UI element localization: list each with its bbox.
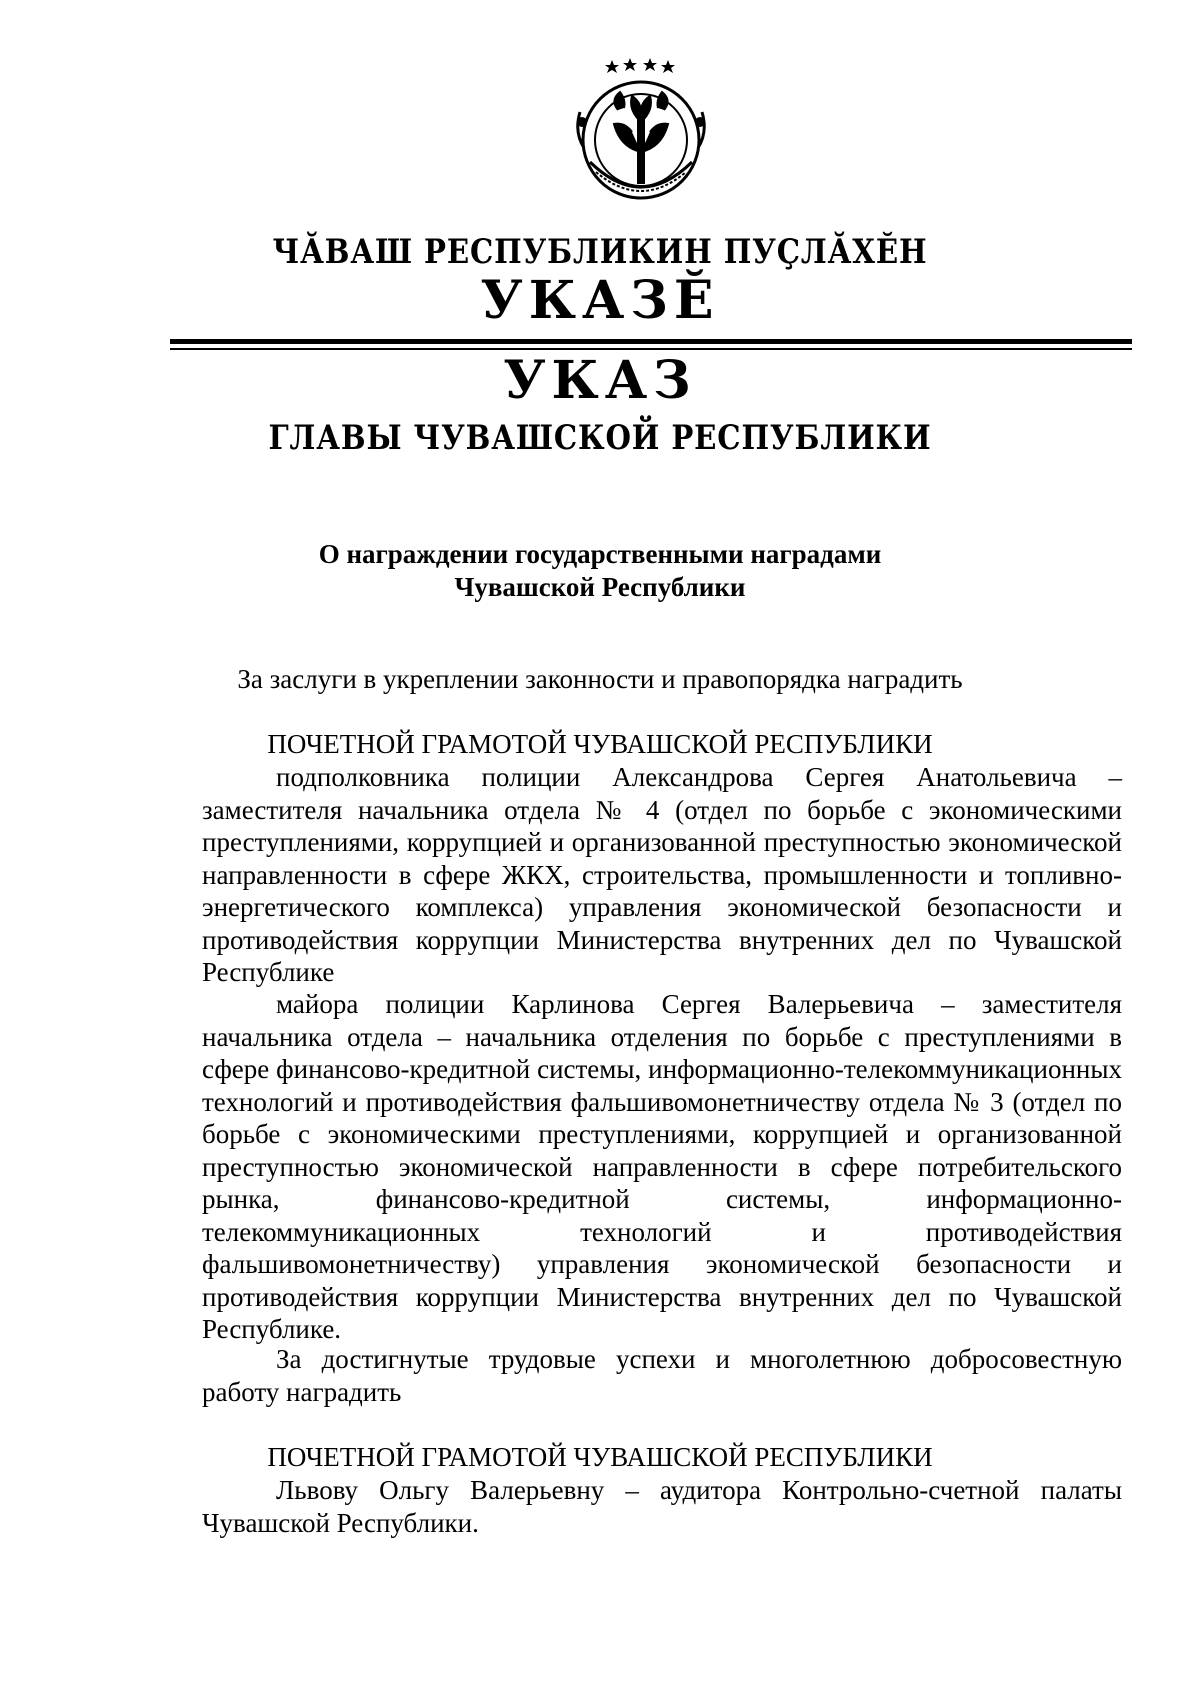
award-recipient-2: майора полиции Карлинова Сергея Валерьевича – заместителя начальника отдела – начальника отделения по борьбе с преступлениями в сфере финансово-кредитной системы, информационно-телекоммуникационных технологий и противодействия фальшивомонетничеству отдела № 3 (отдел по борьбе с экономическими преступлениями, коррупцией и организованной преступностью экономической направленности в сфере потребительского рынка, финансово-кредитной системы, информационно-телекоммуникационных технологий и противодействия фальшивомонетничеству) управления экономической безопасности и противодействия коррупции Министерства внутренних дел по Чувашской Республике.: [202, 989, 1122, 1344]
subject-line-2: Чувашской Республики: [454, 572, 746, 602]
header-divider-thick: [170, 339, 1132, 344]
intro-paragraph-2: За достигнутые трудовые успехи и многолетнюю добросовестную работу наградить: [202, 1344, 1122, 1407]
award-heading-2: ПОЧЕТНОЙ ГРАМОТОЙ ЧУВАШСКОЙ РЕСПУБЛИКИ: [267, 1442, 933, 1472]
chuvash-header-line: ЧӐВАШ РЕСПУБЛИКИН ПУҪЛӐХӖН: [272, 232, 928, 272]
russian-header-line: ГЛАВЫ ЧУВАШСКОЙ РЕСПУБЛИКИ: [268, 418, 932, 458]
decree-subject: [0, 538, 1200, 604]
subject-line-1: О награждении государственными наградами: [318, 539, 882, 569]
chuvash-header-title: УКАЗӖ: [480, 270, 720, 331]
award-recipient-1: подполковника полиции Александрова Сергея Анатольевича – заместителя начальника отдела № 4 (отдел по борьбе с экономическими преступлениями, коррупцией и организованной преступностью экономической направленности в сфере ЖКХ, строительства, промышленности и топливно-энергетического комплекса) управления экономической безопасности и противодействия коррупции Министерства внутренних дел по Чувашской Республике: [202, 762, 1122, 987]
intro-paragraph-1: За заслуги в укреплении законности и правопорядка наградить: [237, 664, 963, 694]
award-heading-1: ПОЧЕТНОЙ ГРАМОТОЙ ЧУВАШСКОЙ РЕСПУБЛИКИ: [267, 729, 933, 759]
russian-header-title: УКАЗ: [503, 350, 697, 411]
chuvash-coat-of-arms-icon: [570, 52, 712, 208]
award-recipient-3: Львову Ольгу Валерьевну – аудитора Контрольно-счетной палаты Чувашской Республики.: [202, 1475, 1122, 1538]
